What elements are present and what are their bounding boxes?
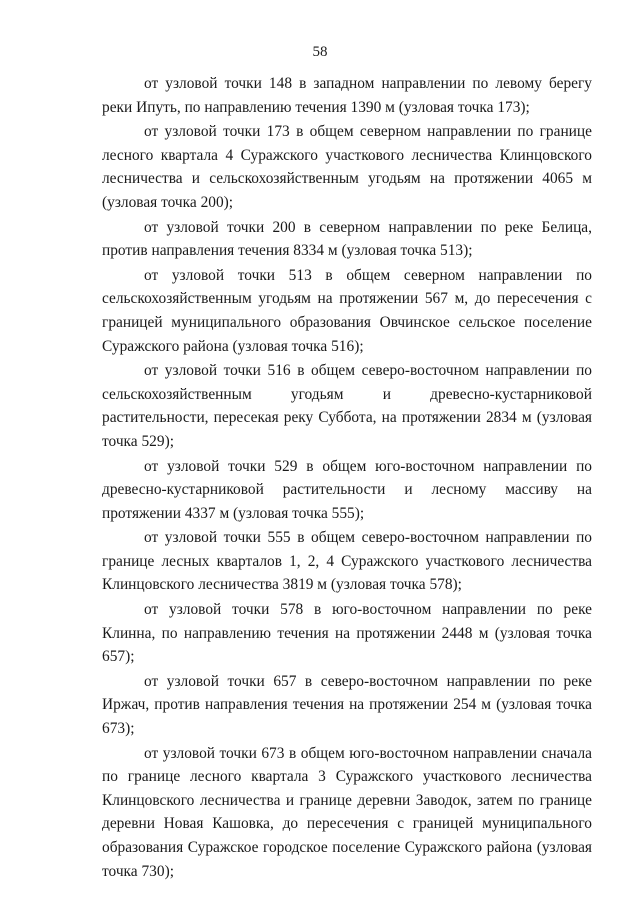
- page-number: 58: [312, 44, 328, 60]
- document-body: [102, 72, 592, 883]
- paragraph-7: от узловой точки 555 в общем северо-восточном направлении по границе лесных кварталов 1, 2, 4 Суражского участкового лесничества Клинцовского лесничества 3819 м (узловая точка 578);: [102, 529, 592, 594]
- paragraph-1: от узловой точки 148 в западном направлении по левому берегу реки Ипуть, по направлению течения 1390 м (узловая точка 173);: [102, 75, 592, 116]
- paragraph-4: от узловой точки 513 в общем северном направлении по сельскохозяйственным угодьям на протяжении 567 м, до пересечения с границей муниципального образования Овчинское сельское поселение Суражского района (узловая точка 516);: [102, 266, 592, 355]
- paragraph-9: от узловой точки 657 в северо-восточном направлении по реке Иржач, против направления течения на протяжении 254 м (узловая точка 673);: [102, 672, 592, 738]
- paragraph-5: от узловой точки 516 в общем северо-восточном направлении по сельскохозяйственным угодьям и древесно-кустарниковой растительности, пересекая реку Суббота, на протяжении 2834 м (узловая точка 529);: [102, 362, 592, 450]
- paragraph-6: от узловой точки 529 в общем юго-восточном направлении по древесно-кустарниковой растительности и лесному массиву на протяжении 4337 м (узловая точка 555);: [102, 457, 592, 522]
- paragraph-8: от узловой точки 578 в юго-восточном направлении по реке Клинна, по направлению течения на протяжении 2448 м (узловая точка 657);: [102, 601, 592, 666]
- paragraph-3: от узловой точки 200 в северном направлении по реке Белица, против направления течения 8334 м (узловая точка 513);: [102, 218, 592, 260]
- paragraph-10: от узловой точки 673 в общем юго-восточном направлении сначала по границе лесного квартала 3 Суражского участкового лесничества Клинцовского лесничества и границе деревни Заводок, затем по границе деревни Новая Кашовка, до пересечения с границей муниципального образования Суражское городское поселение Суражского района (узловая точка 730);: [102, 744, 592, 880]
- paragraph-2: от узловой точки 173 в общем северном направлении по границе лесного квартала 4 Суражского участкового лесничества Клинцовского лесничества и сельскохозяйственным угодьям на протяжении 4065 м (узловая точка 200);: [102, 123, 592, 211]
